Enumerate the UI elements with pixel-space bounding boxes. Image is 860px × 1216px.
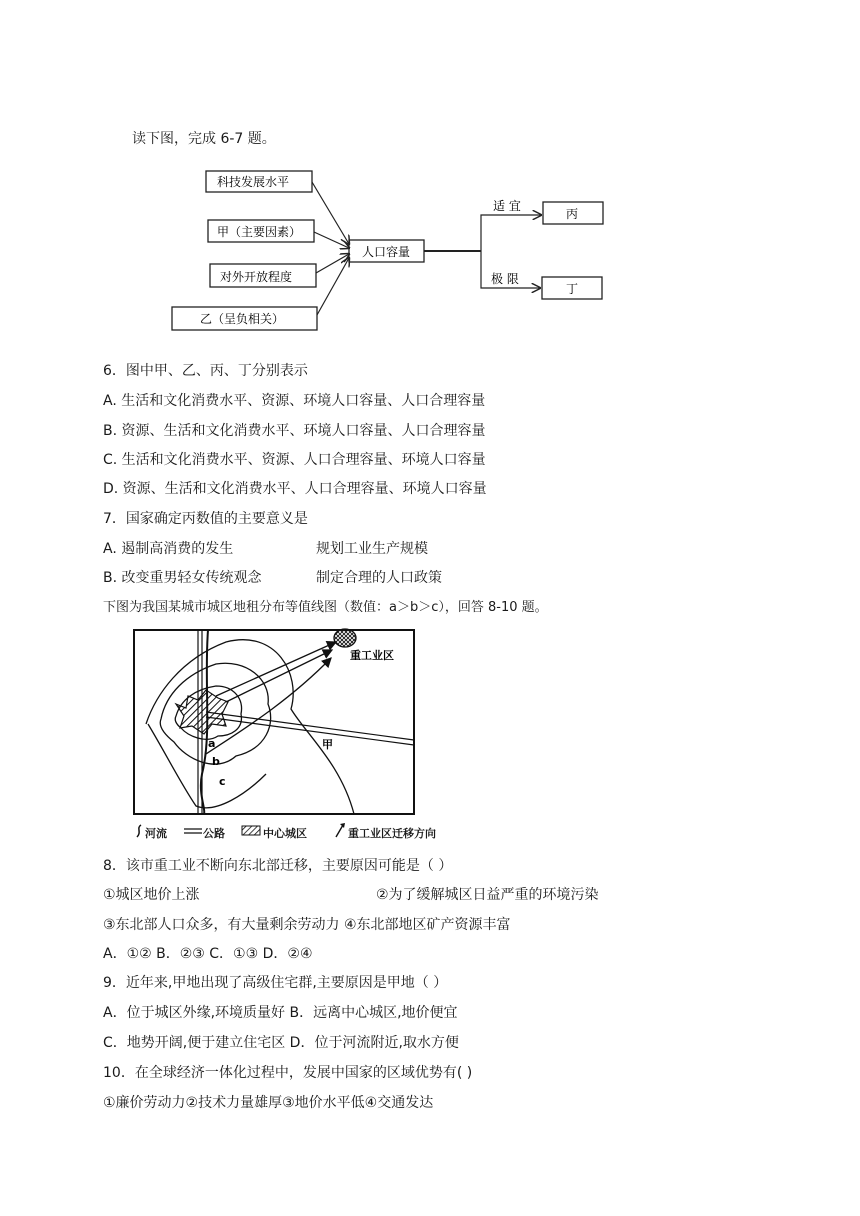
input-label-tech: 科技发展水平 <box>217 175 290 189</box>
center-label: 人口容量 <box>362 245 411 259</box>
branch-label-top: 适 宜 <box>493 199 521 213</box>
intro-67: 读下图，完成 6-7 题。 <box>132 131 276 147</box>
q7-option-b: B. 改变重男轻女传统观念 <box>103 570 262 586</box>
land-rent-contour-map <box>126 624 426 844</box>
q6-stem: 6．图中甲、乙、丙、丁分别表示 <box>103 363 308 379</box>
q8-items-3-4: ③东北部人口众多，有大量剩余劳动力 ④东北部地区矿产资源丰富 <box>103 917 511 933</box>
q6-option-d: D. 资源、生活和文化消费水平、人口合理容量、环境人口容量 <box>103 481 487 497</box>
q10-items: ①廉价劳动力②技术力量雄厚③地价水平低④交通发达 <box>103 1095 434 1111</box>
branch-label-bottom: 极 限 <box>491 272 519 286</box>
legend-center-icon <box>241 825 261 836</box>
map-label-c: c <box>219 775 226 788</box>
q6-option-a: A. 生活和文化消费水平、资源、环境人口容量、人口合理容量 <box>103 393 486 409</box>
q10-stem: 10．在全球经济一体化过程中，发展中国家的区域优势有( ) <box>103 1065 473 1081</box>
legend-road: 公路 <box>203 827 225 840</box>
q8-item-2: ②为了缓解城区日益严重的环境污染 <box>376 887 599 903</box>
legend-river: 河流 <box>145 827 167 840</box>
q6-option-c: C. 生活和文化消费水平、资源、人口合理容量、环境人口容量 <box>103 452 486 468</box>
q8-answers: A．①② B．②③ C．①③ D．②④ <box>103 946 313 962</box>
q9-options-ab: A．位于城区外缘,环境质量好 B．远离中心城区,地价便宜 <box>103 1005 458 1021</box>
legend-center: 中心城区 <box>263 827 307 840</box>
map-label-jia: 甲 <box>322 738 333 751</box>
map-label-b: b <box>212 755 220 768</box>
q7-option-a: A. 遏制高消费的发生 <box>103 541 234 557</box>
map-label-industry: 重工业区 <box>350 649 394 662</box>
input-label-jia: 甲（主要因素） <box>217 225 302 239</box>
q9-stem: 9．近年来,甲地出现了高级住宅群,主要原因是甲地（ ） <box>103 975 448 991</box>
q7-option-b-right: 制定合理的人口政策 <box>316 570 442 586</box>
output-label-bing: 丙 <box>566 207 579 221</box>
input-label-yi: 乙（呈负相关） <box>200 312 285 326</box>
q9-options-cd: C．地势开阔,便于建立住宅区 D．位于河流附近,取水方便 <box>103 1035 459 1051</box>
intro-810: 下图为我国某城市城区地租分布等值线图（数值：a＞b＞c），回答 8-10 题。 <box>103 600 548 615</box>
q8-item-1: ①城区地价上涨 <box>103 887 200 903</box>
legend-river-icon <box>134 824 144 838</box>
industry-zone <box>334 629 356 647</box>
legend-road-icon <box>184 826 202 836</box>
population-capacity-diagram <box>160 160 620 340</box>
input-label-openness: 对外开放程度 <box>220 270 293 284</box>
legend-arrow-icon <box>334 822 346 838</box>
q7-stem: 7．国家确定丙数值的主要意义是 <box>103 511 308 527</box>
legend-arrow: 重工业区迁移方向 <box>348 827 436 840</box>
map-label-a: a <box>208 737 216 750</box>
q6-option-b: B. 资源、生活和文化消费水平、环境人口容量、人口合理容量 <box>103 423 486 439</box>
q8-stem: 8．该市重工业不断向东北部迁移，主要原因可能是（ ） <box>103 858 453 874</box>
q7-option-a-right: 规划工业生产规模 <box>316 541 428 557</box>
output-label-ding: 丁 <box>566 282 579 296</box>
